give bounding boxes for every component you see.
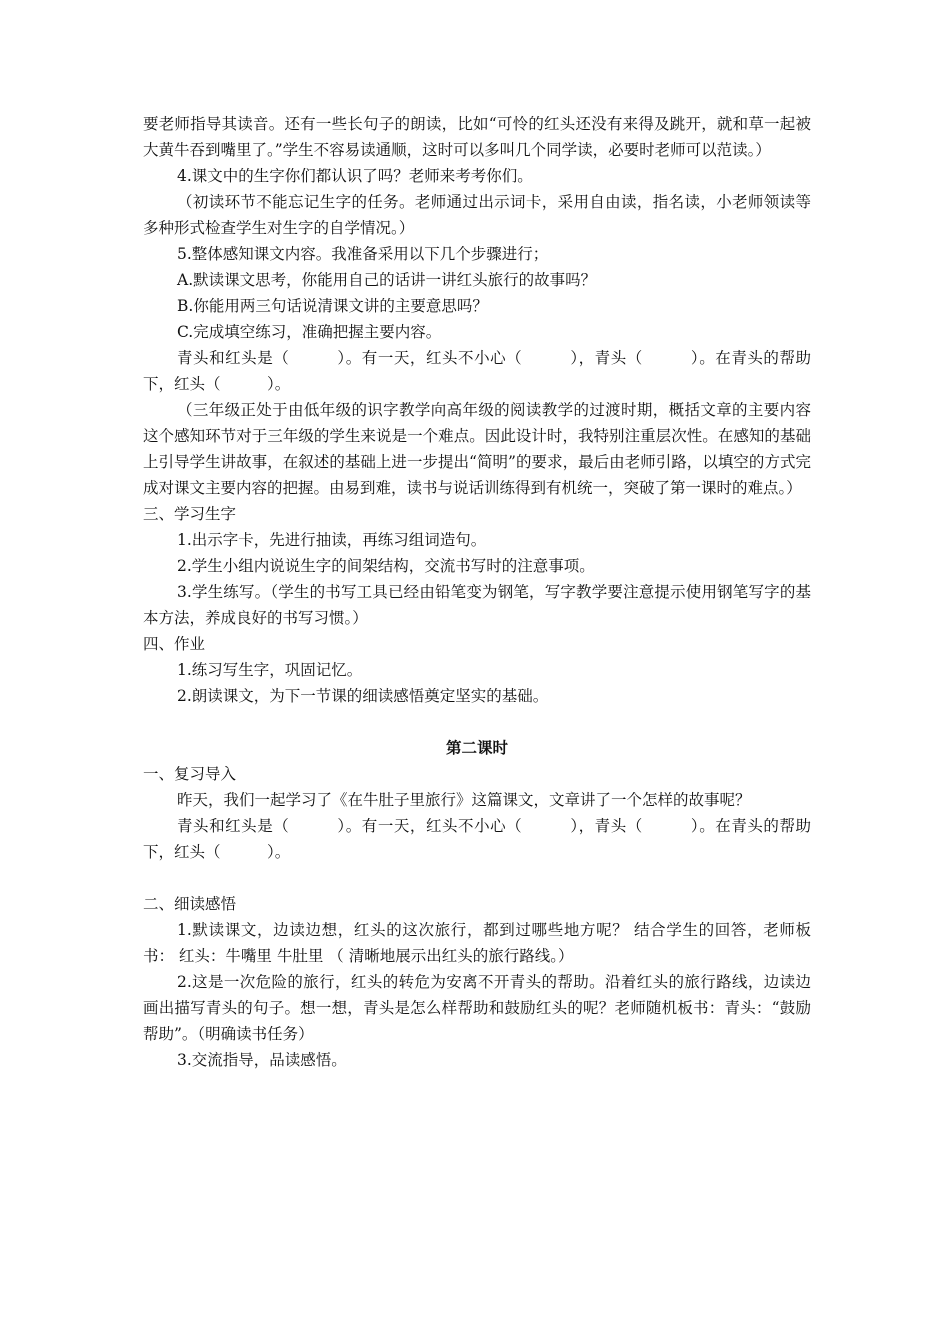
paragraph-p3: （初读环节不能忘记生字的任务。老师通过出示词卡，采用自由读，指名读，小老师领读等多种形式检查学生对生字的自学情况。） — [143, 193, 811, 237]
paragraph-p16: 2.朗读课文，为下一节课的细读感悟奠定坚实的基础。 — [177, 687, 549, 705]
paragraph-p8: 青头和红头是（ ）。有一天，红头不小心（ ），青头（ ）。在青头的帮助下，红头（ ）。 — [143, 349, 811, 393]
detail-paragraph: 1.默读课文，边读边想，红头的这次旅行，都到过哪些地方呢？ 结合学生的回答，老师板书： 红头：牛嘴里 牛肚里 （ 清晰地展示出红头的旅行路线。） — [143, 921, 811, 965]
paragraph-p7: C.完成填空练习，准确把握主要内容。 — [177, 323, 442, 341]
fill-in-exercise: 青头和红头是（ ）。有一天，红头不小心（ ），青头（ ）。在青头的帮助下，红头（ ）。 — [143, 817, 811, 861]
document-body — [143, 111, 811, 1073]
paragraph-p14: 四、作业 — [143, 635, 206, 653]
paragraph-p13: 3.学生练写。（学生的书写工具已经由铅笔变为钢笔，写字教学要注意提示使用钢笔写字的基本方法，养成良好的书写习惯。） — [143, 583, 811, 627]
paragraph-p10: 三、学习生字 — [143, 505, 237, 523]
paragraph-p4: 5.整体感知课文内容。我准备采用以下几个步骤进行； — [177, 245, 549, 263]
paragraph-p5: A.默读课文思考，你能用自己的话讲一讲红头旅行的故事吗？ — [177, 271, 597, 289]
paragraph-p15: 1.练习写生字，巩固记忆。 — [177, 661, 363, 679]
paragraph-p6: B.你能用两三句话说清课文讲的主要意思吗？ — [177, 297, 488, 315]
review-paragraph: 昨天，我们一起学习了《在牛肚子里旅行》这篇课文，文章讲了一个怎样的故事呢？ — [177, 791, 751, 809]
detail-paragraph: 2.这是一次危险的旅行，红头的转危为安离不开青头的帮助。沿着红头的旅行路线，边读边画出描写青头的句子。想一想，青头是怎么样帮助和鼓励红头的呢？老师随机板书：青头：“鼓励 帮助”。（明确读书任务） — [143, 973, 811, 1043]
paragraph-p11: 1.出示字卡，先进行抽读，再练习组词造句。 — [177, 531, 487, 549]
paragraph-p1: 要老师指导其读音。还有一些长句子的朗读，比如“可怜的红头还没有来得及跳开，就和草一起被大黄牛吞到嘴里了。”学生不容易读通顺，这时可以多叫几个同学读，必要时老师可以范读。） — [143, 115, 811, 159]
paragraph-p2: 4.课文中的生字你们都认识了吗？老师来考考你们。 — [177, 167, 533, 185]
section-title: 第二课时 — [445, 738, 508, 757]
spacer — [143, 865, 811, 891]
paragraph-p12: 2.学生小组内说说生字的间架结构，交流书写时的注意事项。 — [177, 557, 595, 575]
paragraph-p9: （三年级正处于由低年级的识字教学向高年级的阅读教学的过渡时期，概括文章的主要内容这个感知环节对于三年级的学生来说是一个难点。因此设计时，我特别注重层次性。在感知的基础上引导学生讲故事，在叙述的基础上进一步提出“简明”的要求，最后由老师引路，以填空的方式完成对课文主要内容的把握。由易到难，读书与说话训练得到有机统一，突破了第一课时的难点。） — [143, 401, 811, 497]
detail-heading: 二、细读感悟 — [143, 895, 237, 913]
spacer — [143, 709, 811, 735]
review-heading: 一、复习导入 — [143, 765, 237, 783]
detail-paragraph: 3.交流指导，品读感悟。 — [177, 1051, 347, 1069]
lesson-one-continuation — [143, 111, 811, 709]
